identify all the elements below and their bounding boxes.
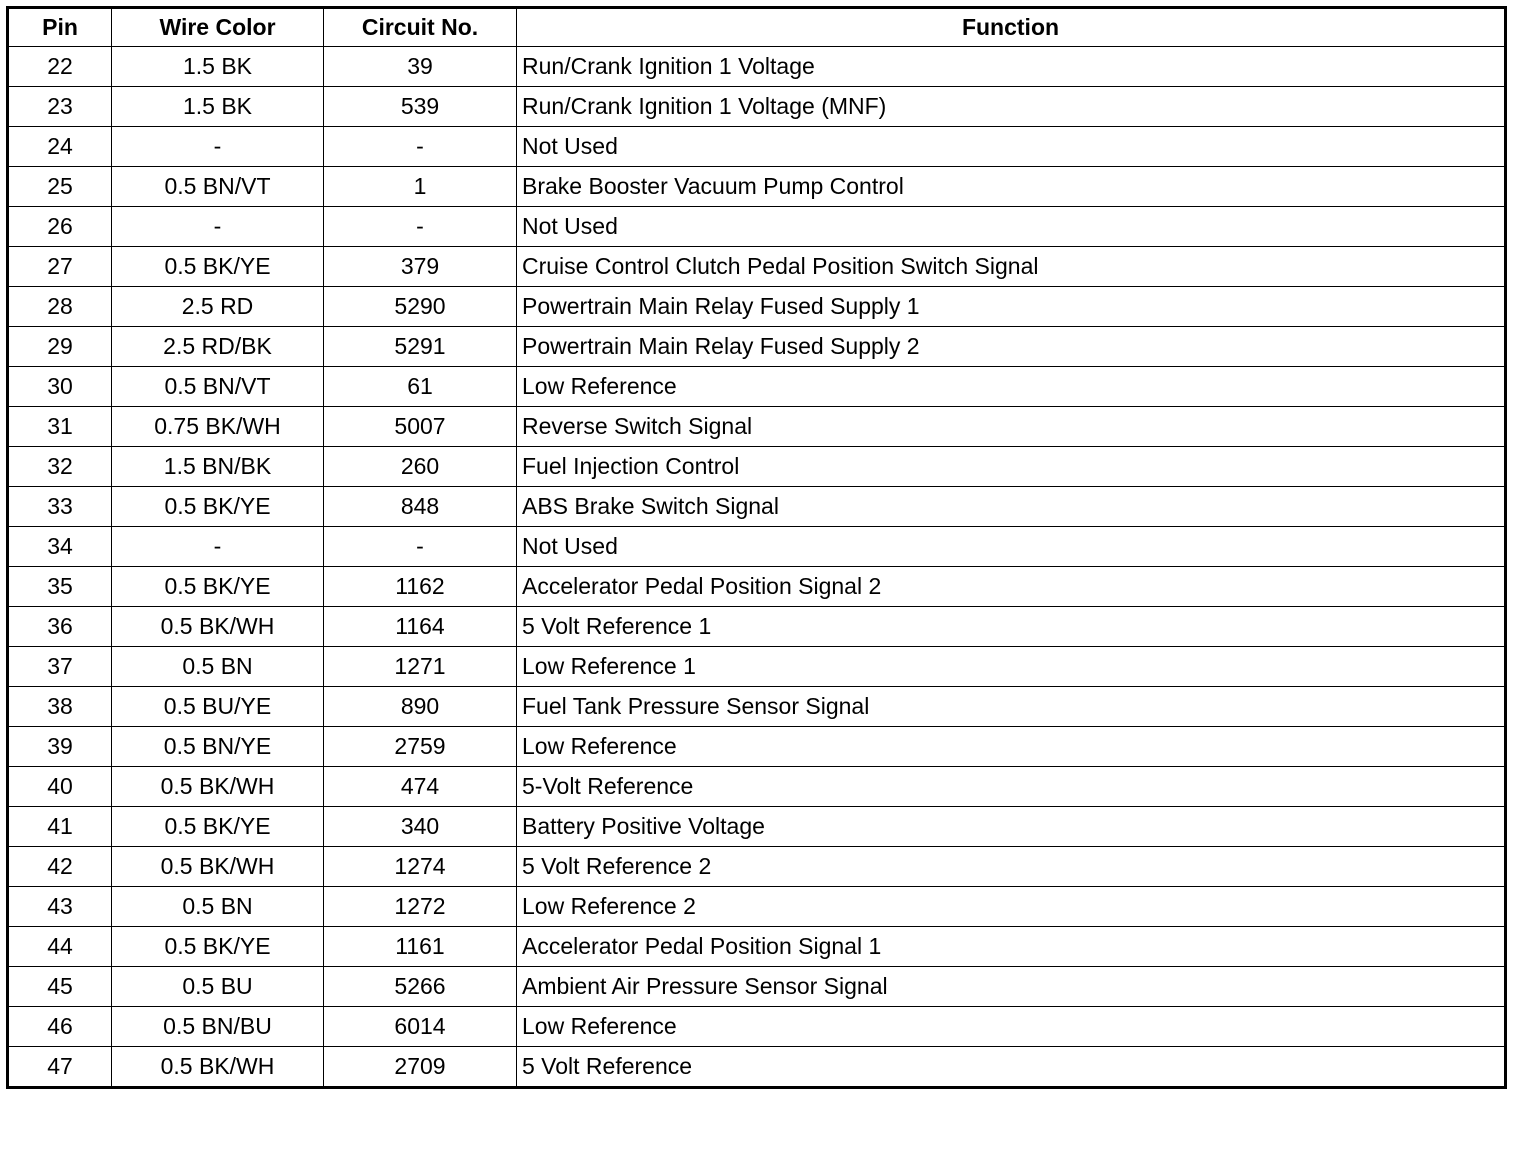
cell-circuit-no: - [324,527,517,567]
cell-circuit-no: 39 [324,47,517,87]
cell-wire-color: 1.5 BK [112,47,324,87]
cell-pin: 27 [8,247,112,287]
cell-function: 5 Volt Reference [517,1047,1506,1088]
cell-wire-color: 0.5 BN/VT [112,367,324,407]
cell-wire-color: 0.5 BN [112,647,324,687]
cell-pin: 28 [8,287,112,327]
cell-wire-color: 2.5 RD/BK [112,327,324,367]
table-row [8,887,1506,927]
table-row [8,247,1506,287]
cell-wire-color: 0.5 BK/YE [112,247,324,287]
cell-pin: 37 [8,647,112,687]
cell-function: Accelerator Pedal Position Signal 2 [517,567,1506,607]
cell-pin: 33 [8,487,112,527]
cell-circuit-no: 5266 [324,967,517,1007]
cell-wire-color: 0.5 BK/WH [112,767,324,807]
cell-circuit-no: - [324,207,517,247]
cell-wire-color: 2.5 RD [112,287,324,327]
table-row [8,87,1506,127]
cell-function: Not Used [517,527,1506,567]
cell-pin: 40 [8,767,112,807]
cell-circuit-no: 1272 [324,887,517,927]
cell-wire-color: - [112,527,324,567]
cell-pin: 47 [8,1047,112,1088]
cell-function: Low Reference 2 [517,887,1506,927]
cell-function: Powertrain Main Relay Fused Supply 2 [517,327,1506,367]
table-row [8,327,1506,367]
cell-pin: 29 [8,327,112,367]
cell-function: Fuel Injection Control [517,447,1506,487]
cell-function: 5 Volt Reference 2 [517,847,1506,887]
table-row [8,1047,1506,1088]
cell-pin: 31 [8,407,112,447]
cell-wire-color: 0.5 BN [112,887,324,927]
cell-wire-color: 0.5 BN/VT [112,167,324,207]
header-function: Function [517,8,1506,47]
table-row [8,607,1506,647]
cell-pin: 30 [8,367,112,407]
cell-pin: 36 [8,607,112,647]
cell-wire-color: 0.5 BK/YE [112,807,324,847]
table-row [8,727,1506,767]
cell-function: Fuel Tank Pressure Sensor Signal [517,687,1506,727]
cell-wire-color: 0.5 BN/BU [112,1007,324,1047]
cell-wire-color: 0.5 BK/WH [112,607,324,647]
cell-function: Not Used [517,207,1506,247]
cell-pin: 34 [8,527,112,567]
table-header [8,8,1506,47]
cell-pin: 42 [8,847,112,887]
cell-function: Powertrain Main Relay Fused Supply 1 [517,287,1506,327]
cell-circuit-no: 5007 [324,407,517,447]
table-body [8,47,1506,1088]
header-wire-color: Wire Color [112,8,324,47]
table-row [8,47,1506,87]
table-row [8,967,1506,1007]
cell-function: Brake Booster Vacuum Pump Control [517,167,1506,207]
header-pin: Pin [8,8,112,47]
cell-circuit-no: 890 [324,687,517,727]
cell-wire-color: 0.5 BK/WH [112,1047,324,1088]
cell-circuit-no: 6014 [324,1007,517,1047]
cell-pin: 25 [8,167,112,207]
cell-circuit-no: 1274 [324,847,517,887]
cell-function: Reverse Switch Signal [517,407,1506,447]
cell-function: Run/Crank Ignition 1 Voltage [517,47,1506,87]
cell-circuit-no: 61 [324,367,517,407]
cell-wire-color: 0.5 BU [112,967,324,1007]
table-row [8,367,1506,407]
cell-wire-color: 0.5 BK/YE [112,927,324,967]
cell-pin: 22 [8,47,112,87]
cell-wire-color: - [112,127,324,167]
table-row [8,807,1506,847]
cell-wire-color: 1.5 BK [112,87,324,127]
header-row [8,8,1506,47]
cell-circuit-no: 1 [324,167,517,207]
cell-pin: 23 [8,87,112,127]
cell-circuit-no: 260 [324,447,517,487]
cell-function: Low Reference [517,727,1506,767]
cell-function: Ambient Air Pressure Sensor Signal [517,967,1506,1007]
cell-wire-color: 1.5 BN/BK [112,447,324,487]
cell-circuit-no: 340 [324,807,517,847]
cell-circuit-no: 5291 [324,327,517,367]
cell-pin: 46 [8,1007,112,1047]
table-row [8,127,1506,167]
cell-function: Not Used [517,127,1506,167]
cell-pin: 24 [8,127,112,167]
cell-wire-color: 0.5 BU/YE [112,687,324,727]
table-row [8,447,1506,487]
cell-function: Low Reference 1 [517,647,1506,687]
cell-function: Cruise Control Clutch Pedal Position Switch Signal [517,247,1506,287]
cell-circuit-no: 2759 [324,727,517,767]
cell-pin: 35 [8,567,112,607]
cell-wire-color: 0.75 BK/WH [112,407,324,447]
table-row [8,487,1506,527]
cell-function: Run/Crank Ignition 1 Voltage (MNF) [517,87,1506,127]
table-row [8,767,1506,807]
table-row [8,527,1506,567]
header-circuit-no: Circuit No. [324,8,517,47]
cell-function: 5-Volt Reference [517,767,1506,807]
cell-wire-color: 0.5 BK/WH [112,847,324,887]
table-row [8,167,1506,207]
table-row [8,687,1506,727]
table-row [8,567,1506,607]
cell-circuit-no: 5290 [324,287,517,327]
cell-function: Accelerator Pedal Position Signal 1 [517,927,1506,967]
cell-function: 5 Volt Reference 1 [517,607,1506,647]
cell-circuit-no: 1271 [324,647,517,687]
table-row [8,927,1506,967]
cell-pin: 43 [8,887,112,927]
cell-circuit-no: 379 [324,247,517,287]
cell-circuit-no: 1162 [324,567,517,607]
cell-function: ABS Brake Switch Signal [517,487,1506,527]
cell-pin: 45 [8,967,112,1007]
table-row [8,1007,1506,1047]
cell-circuit-no: 474 [324,767,517,807]
cell-wire-color: 0.5 BK/YE [112,567,324,607]
cell-pin: 41 [8,807,112,847]
cell-pin: 26 [8,207,112,247]
cell-wire-color: 0.5 BN/YE [112,727,324,767]
cell-circuit-no: 848 [324,487,517,527]
cell-wire-color: 0.5 BK/YE [112,487,324,527]
table-row [8,847,1506,887]
cell-pin: 32 [8,447,112,487]
cell-pin: 38 [8,687,112,727]
cell-pin: 44 [8,927,112,967]
table-row [8,407,1506,447]
table-row [8,287,1506,327]
cell-function: Low Reference [517,1007,1506,1047]
cell-wire-color: - [112,207,324,247]
cell-circuit-no: 539 [324,87,517,127]
cell-circuit-no: 1161 [324,927,517,967]
cell-function: Battery Positive Voltage [517,807,1506,847]
cell-pin: 39 [8,727,112,767]
table-row [8,647,1506,687]
cell-circuit-no: 1164 [324,607,517,647]
cell-function: Low Reference [517,367,1506,407]
connector-pinout-table [6,6,1507,1089]
cell-circuit-no: 2709 [324,1047,517,1088]
table-row [8,207,1506,247]
cell-circuit-no: - [324,127,517,167]
